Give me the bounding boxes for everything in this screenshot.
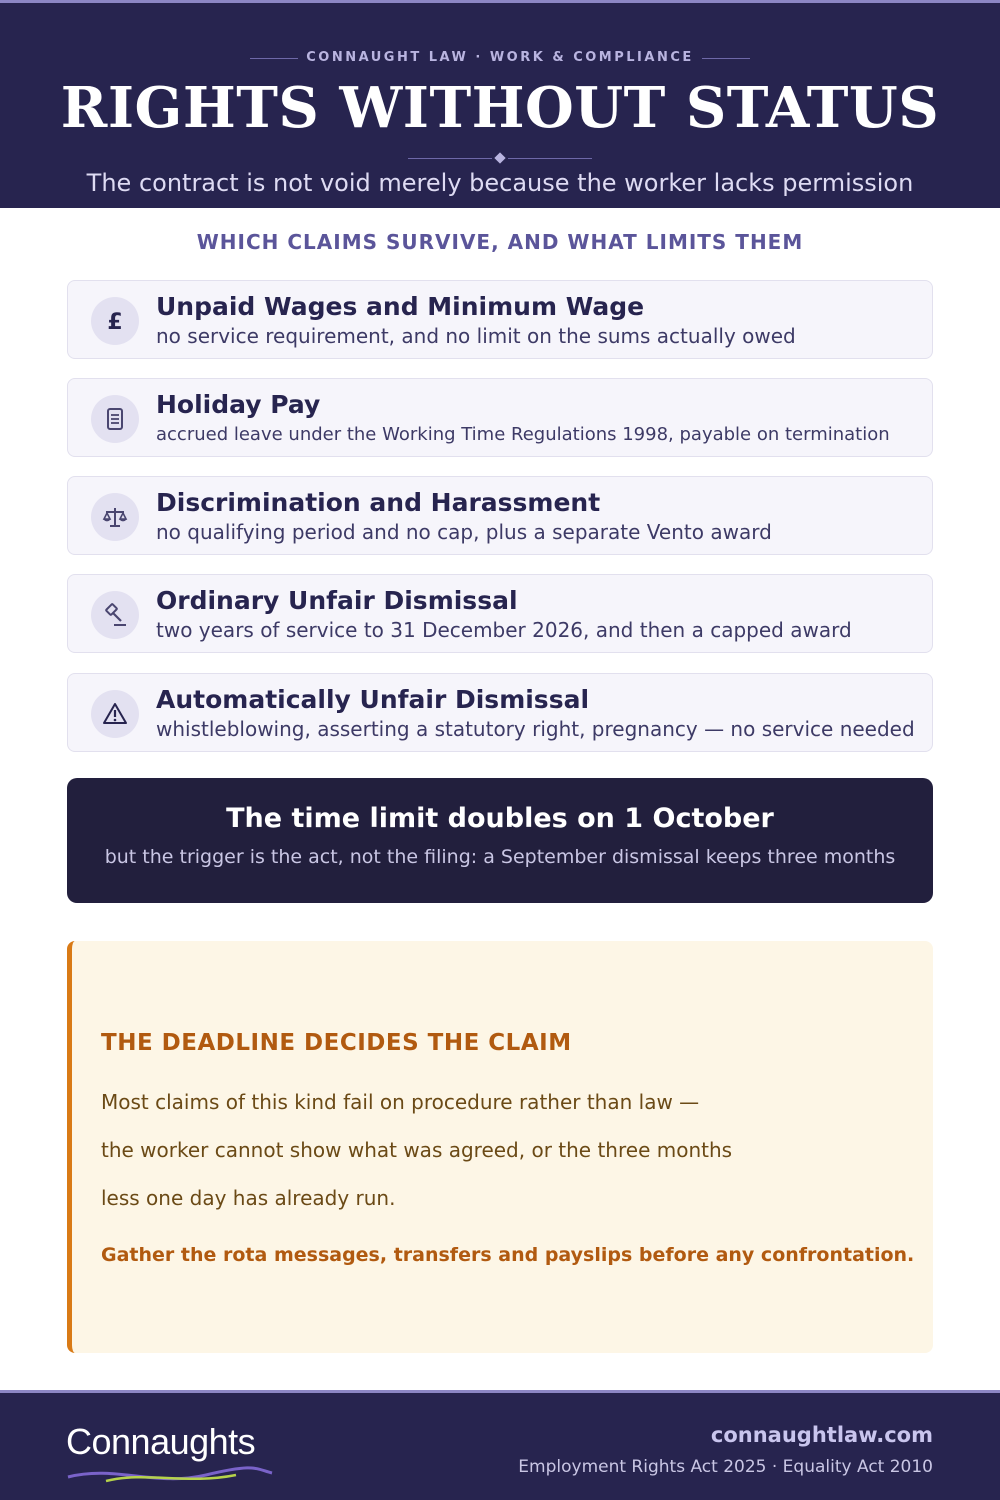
footer (0, 1390, 1000, 1500)
claim-card-wages (67, 280, 933, 359)
claim-title: Ordinary Unfair Dismissal (156, 586, 518, 615)
note-line: less one day has already run. (101, 1186, 396, 1210)
document-icon (91, 395, 139, 443)
logo-swoosh-icon (66, 1465, 276, 1485)
connaughts-logo[interactable] (66, 1421, 286, 1481)
note-call-to-action: Gather the rota messages, transfers and payslips before any confrontation. (101, 1244, 915, 1266)
diamond-ornament (494, 152, 505, 163)
legislation-references: Employment Rights Act 2025 · Equality Act 2010 (518, 1457, 933, 1477)
title-divider-left (408, 158, 492, 159)
gavel-icon (91, 591, 139, 639)
note-line: the worker cannot show what was agreed, or the three months (101, 1138, 733, 1162)
time-limit-banner (67, 778, 933, 903)
page-title: RIGHTS WITHOUT STATUS (60, 75, 940, 141)
banner-title: The time limit doubles on 1 October (226, 803, 774, 834)
website-link[interactable]: connaughtlaw.com (710, 1423, 933, 1447)
claim-description: accrued leave under the Working Time Regulations 1998, payable on termination (156, 424, 890, 445)
deadline-note (67, 941, 933, 1353)
banner-subtitle: but the trigger is the act, not the filing: a September dismissal keeps three months (104, 846, 896, 868)
warning-icon (91, 690, 139, 738)
svg-text:£: £ (107, 310, 123, 334)
claim-description: no service requirement, and no limit on the sums actually owed (156, 324, 796, 348)
title-divider-right (508, 158, 592, 159)
claim-card-automatic-dismissal (67, 673, 933, 752)
page-subtitle: The contract is not void merely because the worker lacks permission (86, 169, 914, 197)
scales-icon (91, 493, 139, 541)
claim-title: Discrimination and Harassment (156, 488, 601, 517)
claim-title: Automatically Unfair Dismissal (156, 685, 590, 714)
section-label: WHICH CLAIMS SURVIVE, AND WHAT LIMITS THEM (196, 230, 804, 254)
claim-card-discrimination (67, 476, 933, 555)
eyebrow: CONNAUGHT LAW · WORK & COMPLIANCE (306, 50, 694, 65)
claim-description: no qualifying period and no cap, plus a separate Vento award (156, 520, 772, 544)
note-title: THE DEADLINE DECIDES THE CLAIM (101, 1030, 572, 1056)
claim-description: two years of service to 31 December 2026, and then a capped award (156, 618, 852, 642)
header (0, 0, 1000, 208)
pound-icon (91, 297, 139, 345)
claim-card-ordinary-dismissal (67, 574, 933, 653)
logo-wordmark: Connaughts (66, 1421, 256, 1462)
claim-description: whistleblowing, asserting a statutory right, pregnancy — no service needed (156, 717, 915, 741)
note-line: Most claims of this kind fail on procedure rather than law — (101, 1090, 700, 1114)
claim-title: Holiday Pay (156, 390, 321, 419)
claim-card-holiday (67, 378, 933, 457)
claim-title: Unpaid Wages and Minimum Wage (156, 292, 645, 321)
